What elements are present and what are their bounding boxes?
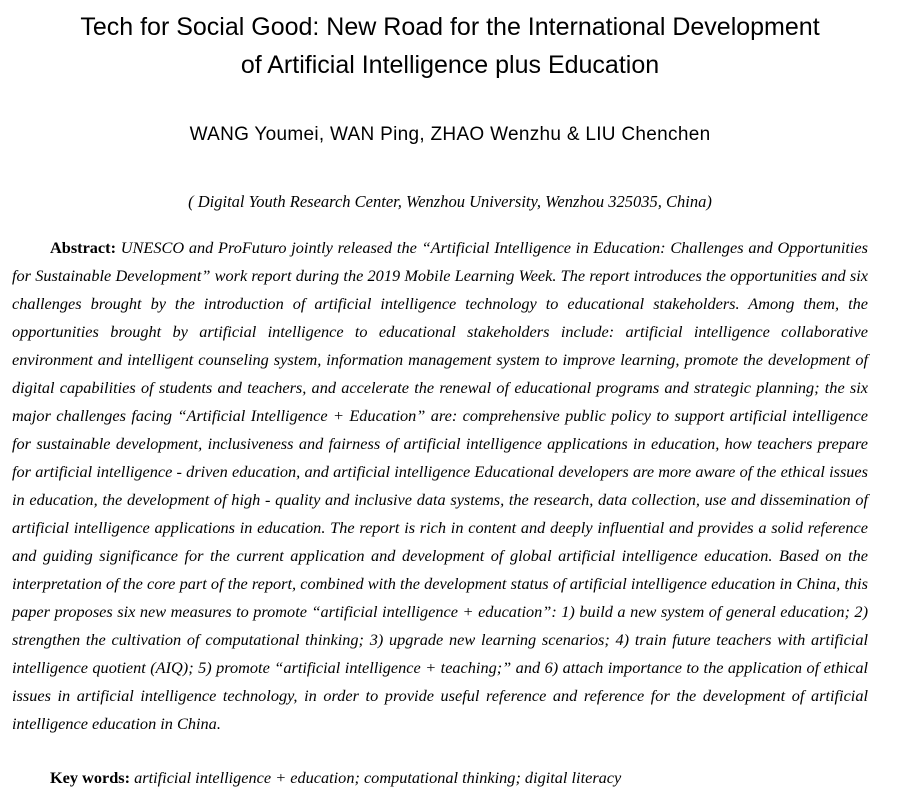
keywords-text: artificial intelligence + education; computational thinking; digital literacy: [134, 768, 622, 787]
keywords-label: Key words: [50, 768, 125, 787]
abstract-paragraph: [12, 234, 868, 738]
abstract-colon: :: [110, 238, 121, 257]
abstract-text: UNESCO and ProFuturo jointly released the “Artificial Intelligence in Education: Challenges and Opportunities for Sustainable Development” work report during the 2019 Mobile Learning Week. The report introduces the opportunities and six challenges brought by the introduction of artificial intelligence technology to educational stakeholders. Among them, the opportunities brought by artificial intelligence to educational stakeholders include: artificial intelligence collaborative environment and intelligent counseling system, information management system to improve learning, promote the development of digital capabilities of students and teachers, and accelerate the renewal of educational programs and strategic planning; the six major challenges facing “Artificial Intelligence + Education” are: comprehensive public policy to support artificial intelligence for sustainable development, inclusiveness and fairness of artificial intelligence applications in education, how teachers prepare for artificial intelligence - driven education, and artificial intelligence Educational developers are more aware of the ethical issues in education, the development of high - quality and inclusive data systems, the research, data collection, use and dissemination of artificial intelligence applications in education. The report is rich in content and deeply influential and provides a solid reference and guiding significance for the current application and development of global artificial intelligence education. Based on the interpretation of the core part of the report, combined with the development status of artificial intelligence education in China, this paper proposes six new measures to promote “artificial intelligence + education”: 1) build a new system of general education; 2) strengthen the cultivation of computational thinking; 3) upgrade new learning scenarios; 4) train future teachers with artificial intelligence quotient (AIQ); 5) promote “artificial intelligence + teaching;” and 6) attach importance to the application of ethical issues in artificial intelligence technology, in order to provide useful reference and reference for the development of artificial intelligence education in China.: [12, 238, 868, 733]
keywords-paragraph: [50, 764, 870, 792]
paper-title: [0, 8, 900, 84]
paper-title-line-2: of Artificial Intelligence plus Education: [240, 51, 660, 79]
author-list: WANG Youmei, WAN Ping, ZHAO Wenzhu & LIU Chenchen: [189, 124, 711, 145]
paper-title-line-1: Tech for Social Good: New Road for the International Development: [80, 13, 820, 41]
abstract-label: Abstract: [50, 238, 111, 257]
affiliation: ( Digital Youth Research Center, Wenzhou University, Wenzhou 325035, China): [188, 192, 712, 211]
keywords-colon: :: [124, 768, 135, 787]
